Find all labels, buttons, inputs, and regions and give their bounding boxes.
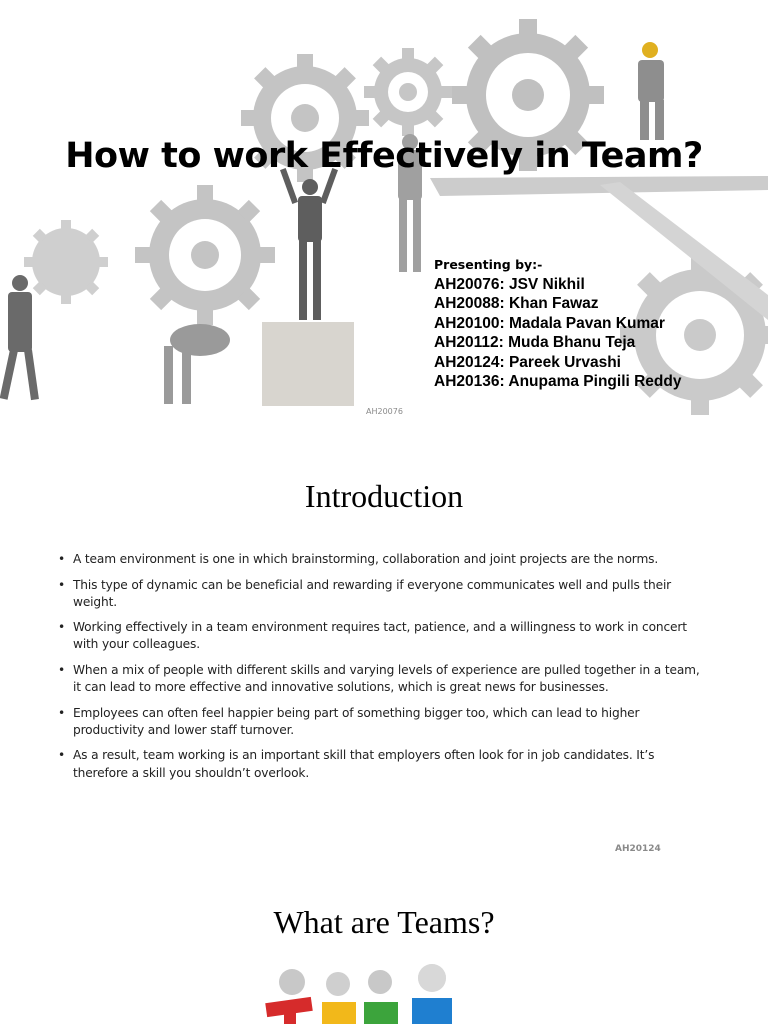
bullet-text: Working effectively in a team environment requires tact, patience, and a willingness to work in concert with your colleagues. — [73, 620, 687, 652]
slide-footer: AH20076 — [366, 407, 403, 416]
bullet-text: As a result, team working is an important skill that employers often look for in job candidates. It’s therefore a skill you shouldn’t overlook. — [73, 748, 655, 780]
bullet-text: When a mix of people with different skills and varying levels of experience are pulled together in a team, it can lead to more effective and innovative solutions, which is great news for businesses. — [73, 662, 700, 695]
list-item: AH20100: Madala Pavan Kumar — [434, 314, 665, 332]
list-item — [58, 551, 708, 568]
gear-icon — [135, 185, 275, 325]
member-list — [434, 275, 682, 391]
list-item: AH20136: Anupama Pingili Reddy — [434, 373, 682, 391]
slide-heading: Introduction — [304, 478, 464, 514]
list-item — [58, 619, 708, 653]
title-slide — [0, 0, 768, 430]
bullet-icon: • — [58, 620, 66, 635]
list-item: AH20088: Khan Fawaz — [434, 295, 599, 313]
list-item: AH20124: Pareek Urvashi — [434, 353, 621, 371]
list-item — [58, 577, 708, 611]
person-icon — [638, 42, 664, 140]
bullet-text: A team environment is one in which brainstorming, collaboration and joint projects are the norms. — [73, 552, 659, 566]
stone-block — [262, 322, 354, 406]
slide-title: How to work Effectively in Team? — [65, 136, 703, 176]
slide-footer: AH20124 — [615, 844, 661, 854]
person-icon — [280, 168, 338, 320]
list-item: AH20112: Muda Bhanu Teja — [434, 334, 636, 352]
person-icon — [164, 324, 230, 404]
bullet-text: This type of dynamic can be beneficial and rewarding if everyone communicates well and pulls their weight. — [73, 577, 672, 609]
bullet-icon: • — [58, 705, 66, 720]
bullet-icon: • — [58, 662, 66, 677]
person-icon — [0, 275, 39, 400]
gear-icon — [24, 220, 108, 304]
list-item — [58, 705, 708, 739]
gear-icon — [364, 48, 452, 136]
slide-heading: What are Teams? — [273, 904, 495, 940]
list-item — [58, 662, 708, 696]
team-letters-icon — [256, 962, 476, 1024]
bullet-icon: • — [58, 748, 66, 763]
list-item: AH20076: JSV Nikhil — [434, 276, 585, 293]
bullet-icon: • — [58, 552, 66, 566]
presenting-label: Presenting by:- — [434, 257, 543, 272]
bullet-icon: • — [58, 577, 66, 592]
list-item — [58, 747, 708, 781]
teams-slide — [0, 870, 768, 1024]
introduction-slide — [0, 430, 768, 870]
bullet-list — [58, 551, 708, 790]
bullet-text: Employees can often feel happier being part of something bigger too, which can lead to higher productivity and lower staff turnover. — [73, 705, 640, 737]
